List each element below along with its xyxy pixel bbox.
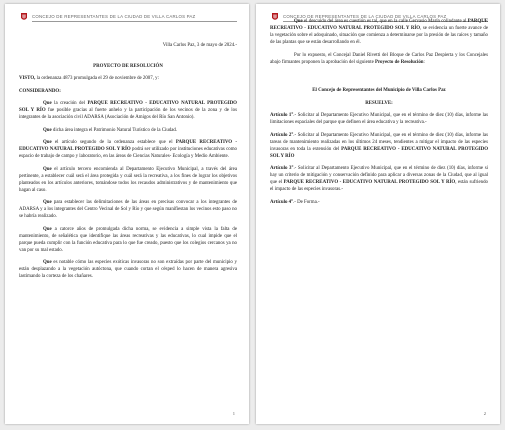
- document-page-1: [5, 4, 249, 424]
- paragraph: Que el artículo segundo de la ordenanza establece que el PARQUE RECREATIVO - EDUCATIVO NATURAL PROTEGIDO SOL Y RÍO podrá ser utilizado por instituciones educativas como espacio de trabajo de campo y laboratorio, en las áreas de Ciencias Naturales- Ecología y Medio Ambiente.: [19, 140, 237, 159]
- paragraph: Que para establecer las delimitaciones de las áreas en precisas convocar a los integrantes de ADARSA y a los integrantes del Centro Vecinal de Sol y Río y que según manifiestan los vecinos esto paso no se habría realizado.: [19, 200, 237, 219]
- article-3: Artículo 3°.- Solicitar al Departamento Ejecutivo Municipal, que en el término de diez (10) días, informe si hay un criterio de mitigación y conservación definido para aplicar a diversas zonas de la Ciudad, que al igual que el PARQUE RECREATIVO - EDUCATIVO NATURAL PROTEGIDO SOL Y RÍO, están sufriendo el impacto de las especies invasoras.-: [270, 166, 488, 192]
- header-text: CONCEJO DE REPRESENTANTES DE LA CIUDAD DE VILLA CARLOS PAZ: [283, 14, 447, 19]
- paragraph: Que dicha área integra el Patrimonio Natural Turístico de la Ciudad.: [43, 127, 178, 133]
- paragraph: Que el artículo tercero encomienda al Departamento Ejecutivo Municipal, a través del área pertinente, a establecer cuál será el área protegida y cuál será la recreativa, a los fines de lograr los objetivos planteados en los artículos anteriores, tomándose todos los recaudos administrativos y de mantenimiento que hagan al caso.: [19, 166, 237, 193]
- paragraph: Por lo expuesto, el Concejal Daniel Rivetti del Bloque de Carlos Paz Despierta y los Concejales abajo firmantes proponen la aprobación del siguiente Proyecto de Resolución:: [270, 52, 488, 65]
- page-number: 1: [232, 411, 235, 416]
- municipal-seal-icon: [19, 12, 29, 22]
- date-line: Villa Carlos Paz, 3 de mayo de 2024.-: [162, 43, 237, 48]
- document-title: PROYECTO DE RESOLUCIÓN: [93, 63, 163, 69]
- paragraph: Que la creación del PARQUE RECREATIVO - EDUCATIVO NATURAL PROTEGIDO SOL Y RÍO fue posible gracias al fuerte anhelo y la participación de los vecinos de la zona y de los integrantes de la asociación civil ADARSA (Asociación de Amigos del Río San Antonio).: [19, 101, 237, 120]
- visto-paragraph: VISTO, la ordenanza 4873 promulgada el 29 de noviembre de 2007, y:: [19, 76, 159, 81]
- resuelve-heading: RESUELVE:: [365, 100, 393, 106]
- page-2-body: [270, 18, 488, 211]
- page-1-body: [19, 42, 237, 286]
- paragraph: Que el descuido del área es cuestión es tal, que en la calle Gervasio Marín colindante al PARQUE RECREATIVO - EDUCATIVO NATURAL PROTEGIDO SOL Y RÍO, se evidencia un fuerte avance de la vegetación sobre el adoquinado, situación que comienza a determinarse por la presión de las raíces y tamaño de las plantas que se están desarrollando en él.: [270, 19, 488, 45]
- article-2: Artículo 2°.- Solicitar al Departamento Ejecutivo Municipal, que en el término de diez (10) días, informe las tareas de mantenimiento realizadas en los últimos 24 meses, tendientes a mitigar el impacto de las especies invasoras en toda la extensión del PARQUE RECREATIVO - EDUCATIVO NATURAL PROTEGIDO SOL Y RÍO: [270, 132, 489, 159]
- resolution-heading: El Concejo de Representantes del Municipio de Villa Carlos Paz: [312, 88, 446, 93]
- page-header: [19, 13, 237, 23]
- paragraph: Que a catorce años de promulgada dicha norma, se evidencia a simple vista la falta de mantenimiento, de señalética que identifique las áreas recreativas y las educativas, lo cual impide que el parque pueda cumplir con la función educativa para lo que fue creado, puesto que los colegios cercanos ya no van por su mal estado.: [19, 226, 237, 253]
- considerando-heading: CONSIDERANDO:: [19, 88, 61, 94]
- page-number: 2: [483, 411, 486, 416]
- article-4: Artículo 4°.- De Forma.-: [270, 199, 320, 205]
- header-text: CONCEJO DE REPRESENTANTES DE LA CIUDAD DE VILLA CARLOS PAZ: [32, 14, 196, 19]
- paragraph: Que es notable cómo las especies exóticas invasoras no son extraídas por parte del municipio y están desplazando a la vegetación autóctona, que cuando cortan el césped lo hacen de manera agresiva lastimando la corteza de los chañares.: [19, 260, 237, 279]
- article-1: Artículo 1°.- Solicitar al Departamento Ejecutivo Municipal, que en el término de diez (10) días, informe las limitaciones espaciales del parque que definen el área educativa y la recreativa.-: [270, 113, 488, 125]
- header-rule: [32, 21, 237, 22]
- document-page-2: [256, 4, 500, 424]
